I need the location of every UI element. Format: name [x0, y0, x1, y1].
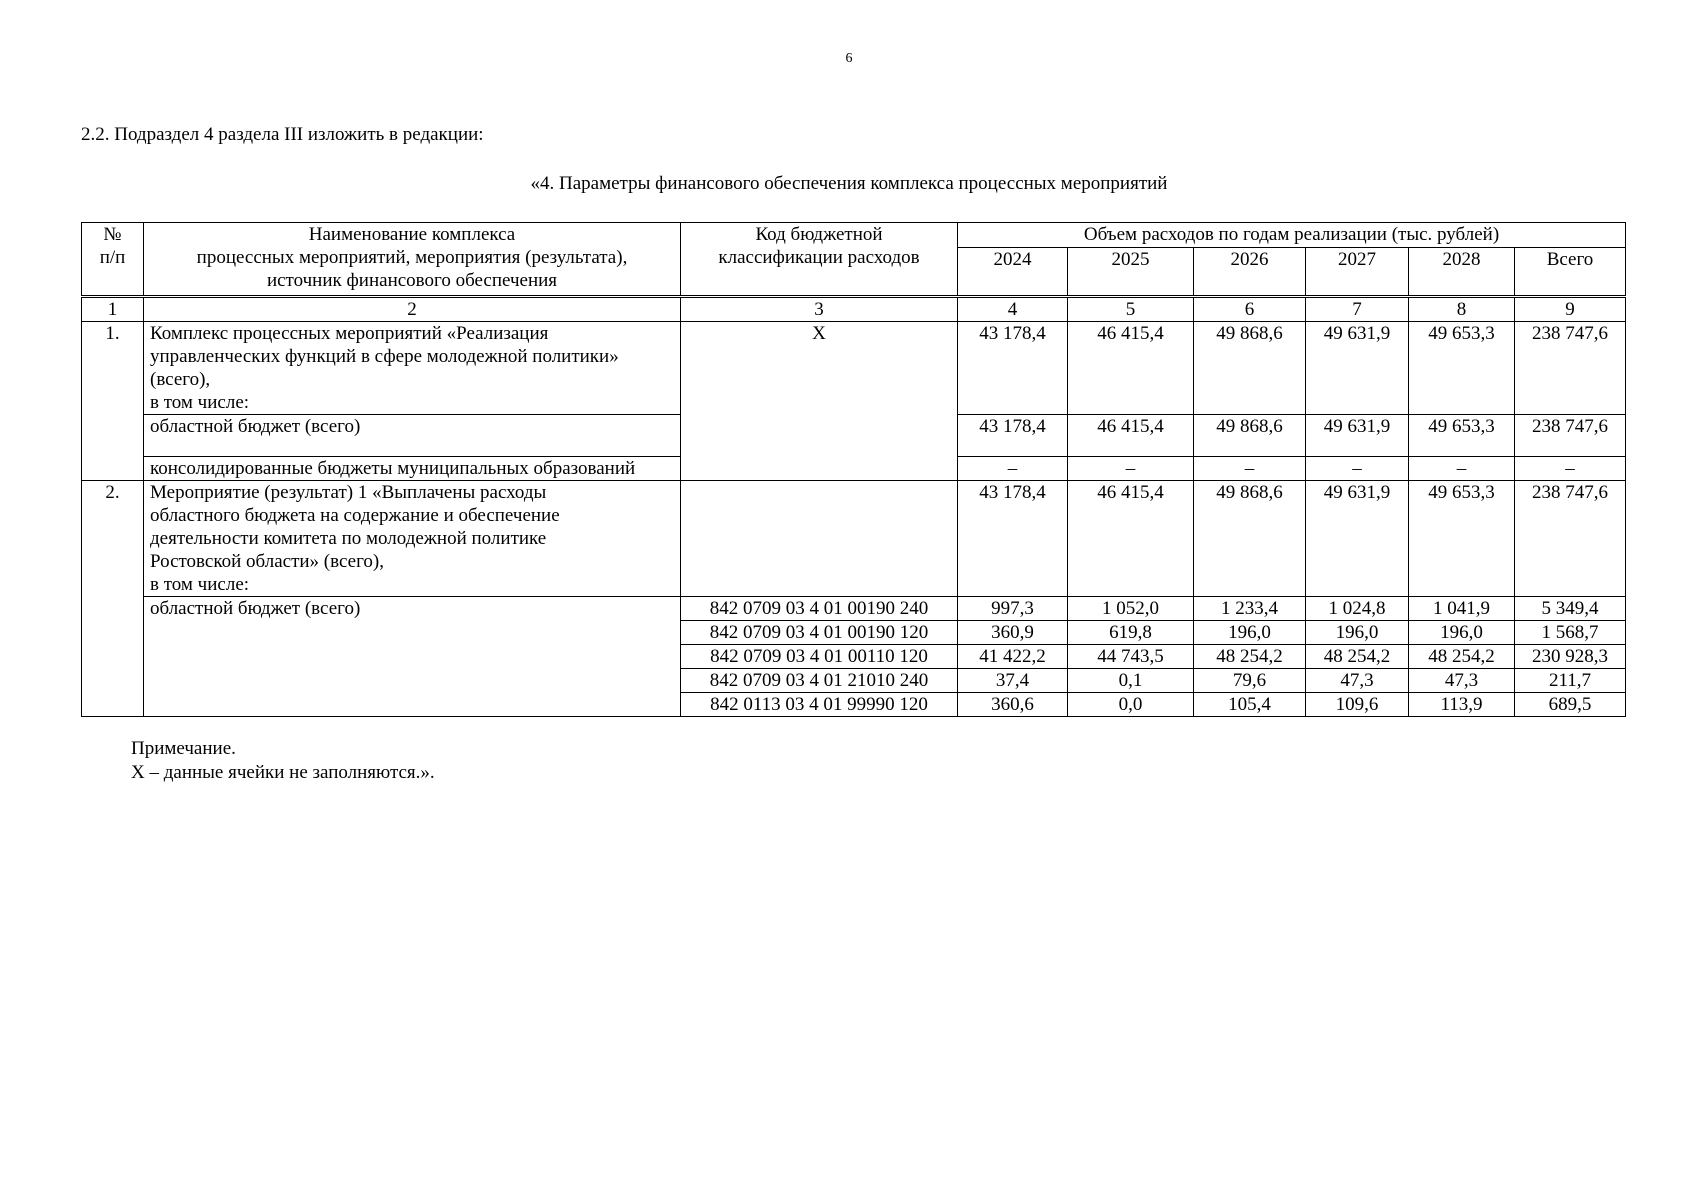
row-value: 49 631,9 [1306, 415, 1409, 457]
row-value: 0,0 [1068, 693, 1194, 717]
row-value: 48 254,2 [1194, 645, 1306, 669]
row-value: 1 233,4 [1194, 597, 1306, 621]
header-year: 2028 [1409, 248, 1515, 297]
row-value: 109,6 [1306, 693, 1409, 717]
financing-table [81, 222, 1626, 717]
row-number: 1. [82, 322, 144, 481]
row-value: 196,0 [1194, 621, 1306, 645]
table-title: «4. Параметры финансового обеспечения комплекса процессных мероприятий [530, 173, 1168, 194]
row-value: 1 052,0 [1068, 597, 1194, 621]
row-value: – [958, 457, 1068, 481]
row-value: 49 653,3 [1409, 415, 1515, 457]
row-value: 196,0 [1306, 621, 1409, 645]
row-value: – [1409, 457, 1515, 481]
row-value: 48 254,2 [1306, 645, 1409, 669]
row-value: 47,3 [1409, 669, 1515, 693]
row-value: 43 178,4 [958, 481, 1068, 597]
col-number: 4 [958, 297, 1068, 322]
row-value: 48 254,2 [1409, 645, 1515, 669]
page-number: 6 [845, 51, 853, 66]
header-year: 2026 [1194, 248, 1306, 297]
row-name-line: (всего), [150, 369, 211, 390]
row-total: 238 747,6 [1515, 415, 1626, 457]
row-name-line: Ростовской области» (всего), [150, 551, 384, 572]
col-number: 7 [1306, 297, 1409, 322]
note [131, 737, 435, 785]
row-total: 230 928,3 [1515, 645, 1626, 669]
row-value: – [1306, 457, 1409, 481]
row-name-line: в том числе: [150, 392, 250, 413]
header-year: 2027 [1306, 248, 1409, 297]
header-code [681, 223, 958, 297]
header-row [82, 223, 1626, 248]
row-value: 619,8 [1068, 621, 1194, 645]
header-num [82, 223, 144, 297]
header-name-line3: источник финансового обеспечения [266, 270, 558, 291]
header-name-line2: процессных мероприятий, мероприятия (результата), [196, 247, 628, 268]
row-value: – [1194, 457, 1306, 481]
row-value: 49 868,6 [1194, 322, 1306, 415]
col-number: 5 [1068, 297, 1194, 322]
row-value: 360,9 [958, 621, 1068, 645]
column-numbers-row [82, 297, 1626, 322]
row-value: 43 178,4 [958, 415, 1068, 457]
row-name: областной бюджет (всего) [144, 415, 681, 457]
col-number: 6 [1194, 297, 1306, 322]
row-total: 5 349,4 [1515, 597, 1626, 621]
row-value: 49 653,3 [1409, 322, 1515, 415]
row-name-line: управленческих функций в сфере молодежной политики» [150, 346, 619, 367]
table-row [82, 597, 1626, 621]
row-name-line: Комплекс процессных мероприятий «Реализация [150, 323, 549, 344]
row-number: 2. [82, 481, 144, 717]
header-name [144, 223, 681, 297]
row-value: 196,0 [1409, 621, 1515, 645]
row-value: 41 422,2 [958, 645, 1068, 669]
row-value: 360,6 [958, 693, 1068, 717]
row-value: 79,6 [1194, 669, 1306, 693]
row-value: 105,4 [1194, 693, 1306, 717]
row-value: 49 868,6 [1194, 481, 1306, 597]
row-value: 113,9 [1409, 693, 1515, 717]
row-total: 238 747,6 [1515, 322, 1626, 415]
row-name [144, 322, 681, 415]
row-name-line: областного бюджета на содержание и обеспечение [150, 505, 560, 526]
row-value: 49 631,9 [1306, 481, 1409, 597]
col-number: 1 [82, 297, 144, 322]
row-value: 47,3 [1306, 669, 1409, 693]
row-value: 46 415,4 [1068, 415, 1194, 457]
row-code: 842 0709 03 4 01 21010 240 [681, 669, 958, 693]
row-value: 997,3 [958, 597, 1068, 621]
row-code-empty [681, 481, 958, 597]
row-total: 211,7 [1515, 669, 1626, 693]
row-name-line: Мероприятие (результат) 1 «Выплачены расходы [150, 482, 547, 503]
row-value: 43 178,4 [958, 322, 1068, 415]
note-text: Х – данные ячейки не заполняются.». [131, 762, 435, 783]
row-value: 44 743,5 [1068, 645, 1194, 669]
row-name-line: деятельности комитета по молодежной политике [150, 528, 547, 549]
row-value: 37,4 [958, 669, 1068, 693]
table-row [82, 322, 1626, 415]
row-value: – [1068, 457, 1194, 481]
row-name-line: в том числе: [150, 574, 250, 595]
row-value: 1 041,9 [1409, 597, 1515, 621]
row-code: 842 0709 03 4 01 00110 120 [681, 645, 958, 669]
header-total: Всего [1515, 248, 1626, 297]
row-total: 1 568,7 [1515, 621, 1626, 645]
note-title: Примечание. [131, 738, 236, 759]
intro-paragraph: 2.2. Подраздел 4 раздела III изложить в редакции: [81, 124, 484, 145]
row-code: 842 0113 03 4 01 99990 120 [681, 693, 958, 717]
row-total: 238 747,6 [1515, 481, 1626, 597]
row-value: 46 415,4 [1068, 481, 1194, 597]
row-code: 842 0709 03 4 01 00190 240 [681, 597, 958, 621]
row-value: 46 415,4 [1068, 322, 1194, 415]
row-total: – [1515, 457, 1626, 481]
row-value: 49 631,9 [1306, 322, 1409, 415]
row-code: 842 0709 03 4 01 00190 120 [681, 621, 958, 645]
header-code-line1: Код бюджетной [755, 224, 883, 245]
header-name-line1: Наименование комплекса [308, 224, 516, 245]
row-value: 1 024,8 [1306, 597, 1409, 621]
row-code: Х [681, 322, 958, 481]
col-number: 2 [144, 297, 681, 322]
header-num-line1: № [103, 224, 122, 245]
header-num-line2: п/п [99, 247, 126, 268]
row-name [144, 481, 681, 597]
header-year: 2025 [1068, 248, 1194, 297]
row-value: 0,1 [1068, 669, 1194, 693]
header-year: 2024 [958, 248, 1068, 297]
header-code-line2: классификации расходов [718, 247, 920, 268]
row-name: областной бюджет (всего) [144, 597, 681, 717]
col-number: 3 [681, 297, 958, 322]
col-number: 8 [1409, 297, 1515, 322]
table-row [82, 481, 1626, 597]
row-value: 49 653,3 [1409, 481, 1515, 597]
row-value: 49 868,6 [1194, 415, 1306, 457]
row-name: консолидированные бюджеты муниципальных образований [144, 457, 681, 481]
row-total: 689,5 [1515, 693, 1626, 717]
header-volume: Объем расходов по годам реализации (тыс. рублей) [958, 223, 1626, 248]
col-number: 9 [1515, 297, 1626, 322]
